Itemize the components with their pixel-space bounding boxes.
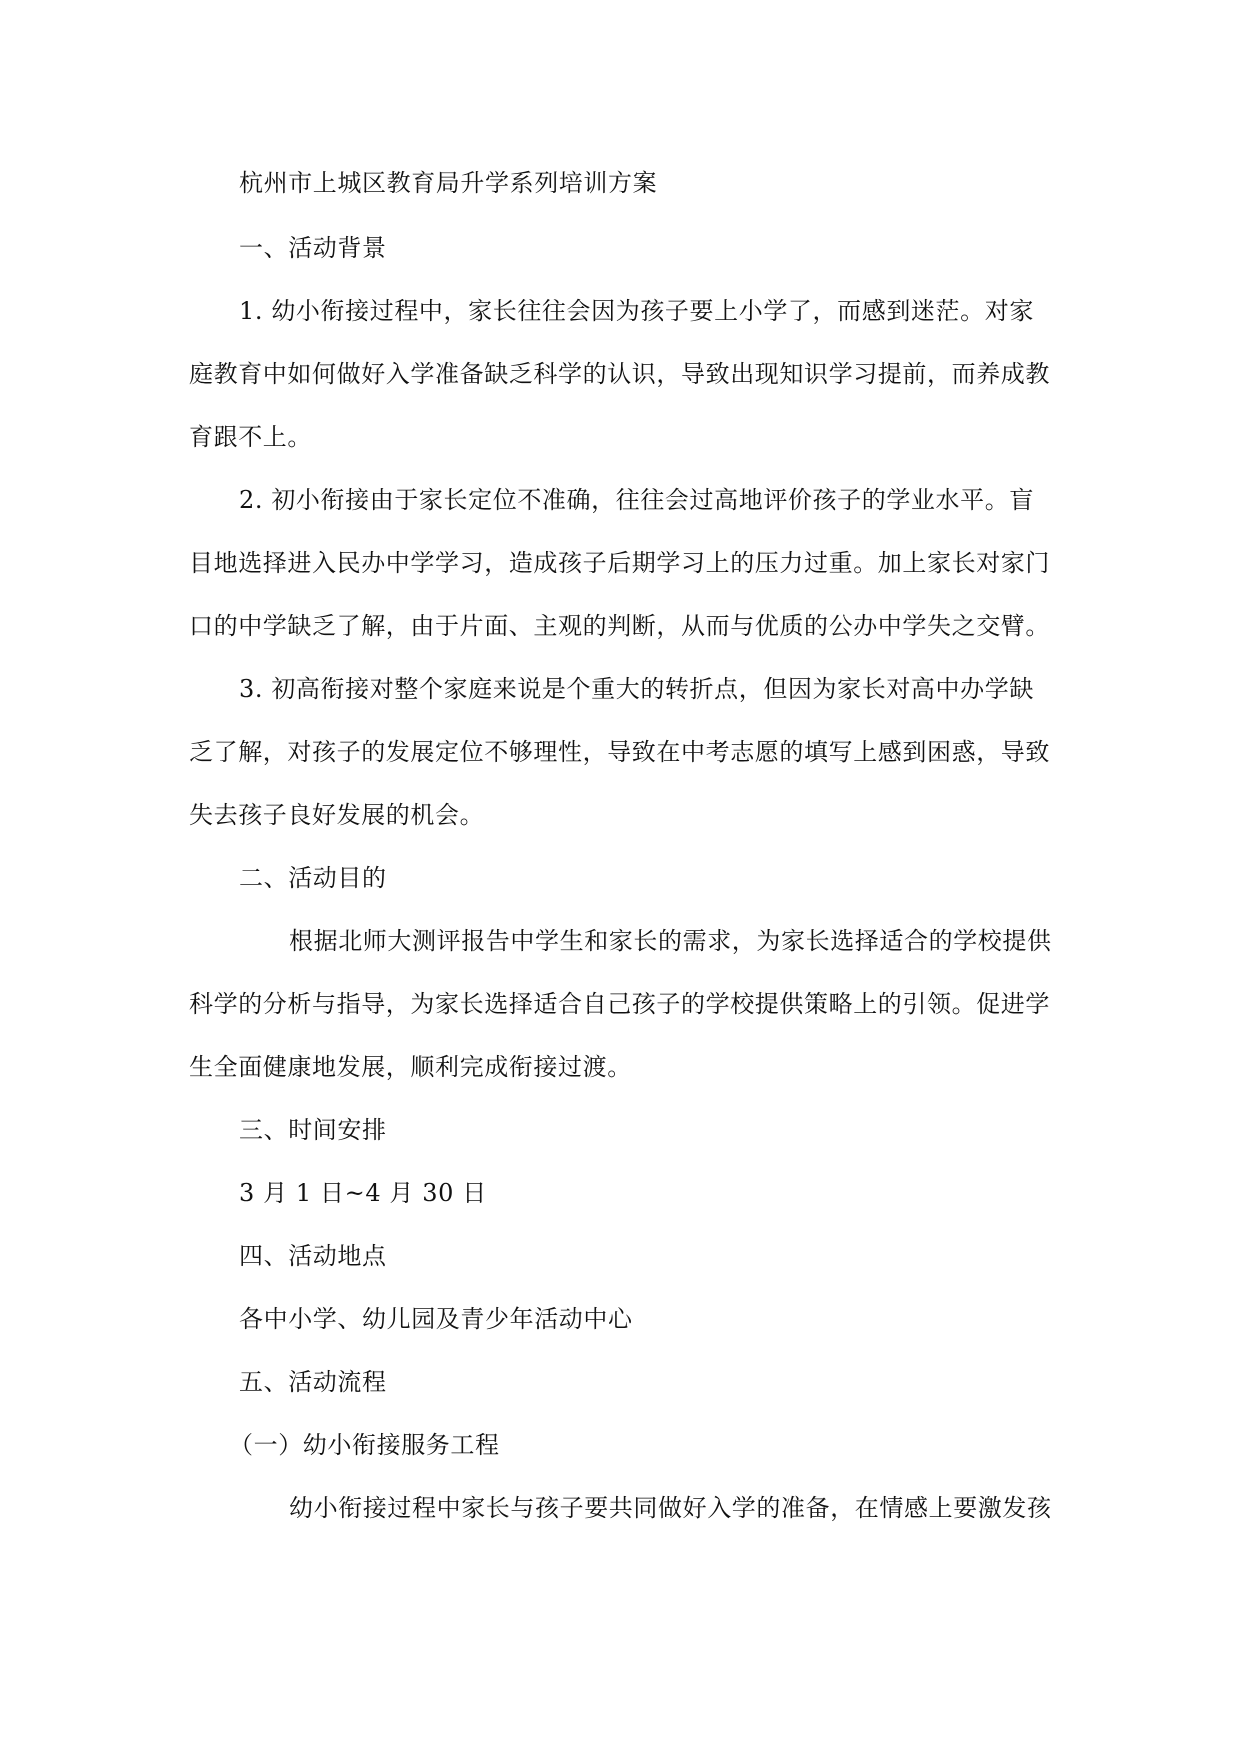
background-item-3-line-2: 乏了解，对孩子的发展定位不够理性，导致在中考志愿的填写上感到困惑，导致 (189, 738, 1050, 766)
section-heading-schedule: 三、时间安排 (239, 1116, 387, 1144)
section-heading-background: 一、活动背景 (239, 234, 387, 262)
background-item-1-line-3: 育跟不上。 (189, 423, 312, 451)
location-text: 各中小学、幼儿园及青少年活动中心 (239, 1305, 633, 1333)
section-heading-purpose: 二、活动目的 (239, 864, 387, 892)
purpose-line-2: 科学的分析与指导，为家长选择适合自己孩子的学校提供策略上的引领。促进学 (189, 990, 1050, 1018)
background-item-2-line-3: 口的中学缺乏了解，由于片面、主观的判断，从而与优质的公办中学失之交臂。 (189, 612, 1050, 640)
schedule-text: 3 月 1 日~4 月 30 日 (239, 1179, 487, 1207)
background-item-1-line-2: 庭教育中如何做好入学准备缺乏科学的认识，导致出现知识学习提前，而养成教 (189, 360, 1050, 388)
section-heading-process: 五、活动流程 (239, 1368, 387, 1396)
purpose-line-1: 根据北师大测评报告中学生和家长的需求，为家长选择适合的学校提供 (289, 927, 1052, 955)
background-item-1-line-1: 1. 幼小衔接过程中，家长往往会因为孩子要上小学了，而感到迷茫。对家 (239, 297, 1034, 325)
background-item-2-line-2: 目地选择进入民办中学学习，造成孩子后期学习上的压力过重。加上家长对家门 (189, 549, 1050, 577)
section-heading-location: 四、活动地点 (239, 1242, 387, 1270)
process-subheading-1: （一）幼小衔接服务工程 (229, 1431, 500, 1459)
document-title: 杭州市上城区教育局升学系列培训方案 (239, 169, 658, 197)
purpose-line-3: 生全面健康地发展，顺利完成衔接过渡。 (189, 1053, 632, 1081)
background-item-3-line-1: 3. 初高衔接对整个家庭来说是个重大的转折点，但因为家长对高中办学缺 (239, 675, 1034, 703)
background-item-3-line-3: 失去孩子良好发展的机会。 (189, 801, 485, 829)
background-item-2-line-1: 2. 初小衔接由于家长定位不准确，往往会过高地评价孩子的学业水平。盲 (239, 486, 1034, 514)
process-sub1-line-1: 幼小衔接过程中家长与孩子要共同做好入学的准备，在情感上要激发孩 (289, 1494, 1052, 1522)
